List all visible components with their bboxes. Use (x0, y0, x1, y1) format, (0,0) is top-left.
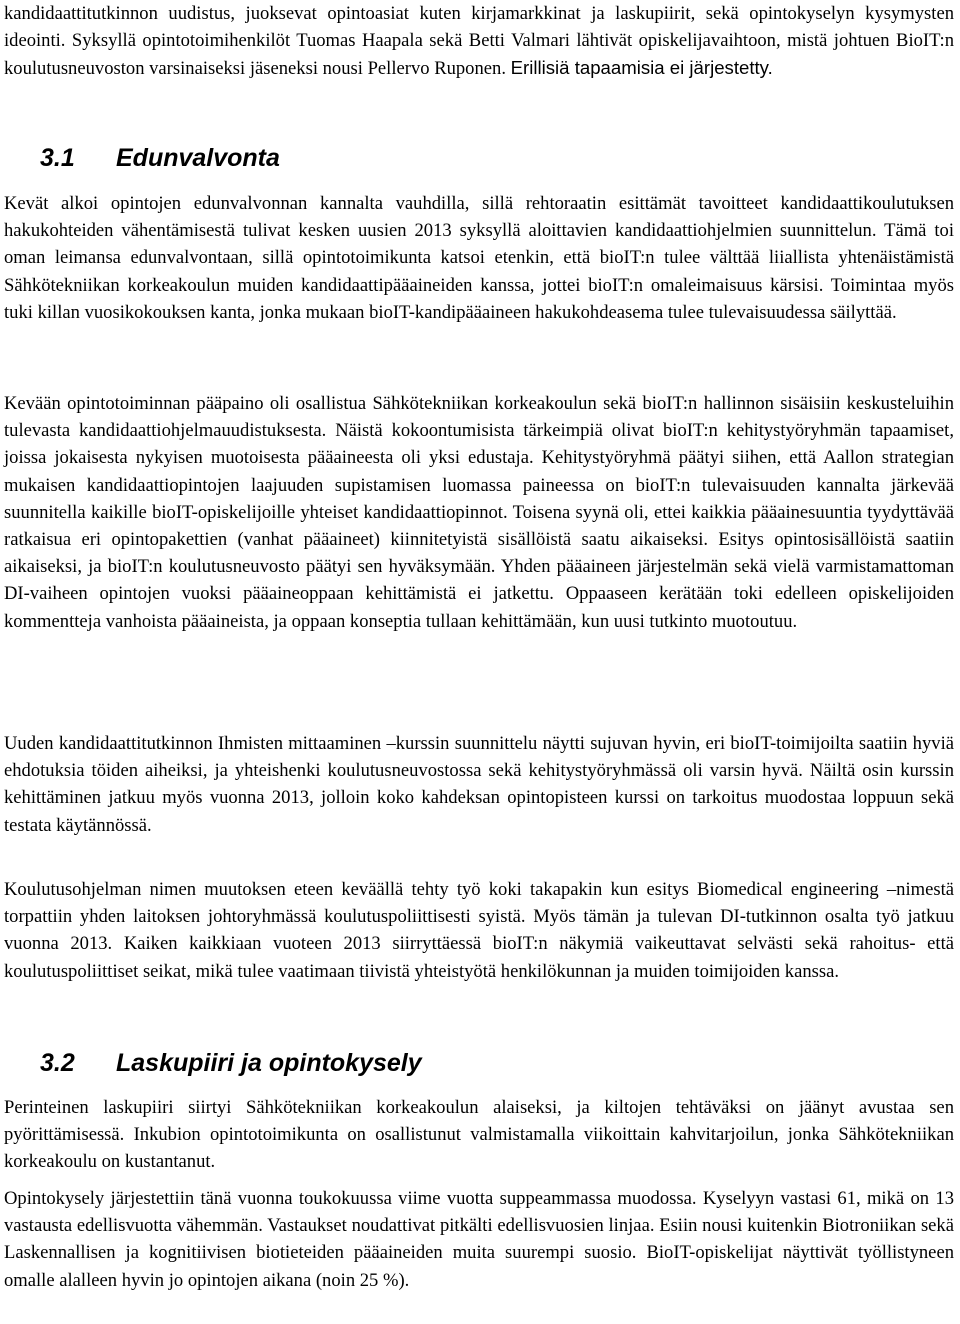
section-title: Laskupiiri ja opintokysely (116, 1049, 422, 1077)
paragraph: Koulutusohjelman nimen muutoksen eteen keväällä tehty työ koki takapakin kun esitys Biomedical engineering –nimestä torpattiin yhden laitoksen johtoryhmässä koulutuspoliittisesti syistä. Myös tämän ja tulevan DI-tutkinnon osalta työ jatkuu vuonna 2013. Kaiken kaikkiaan vuoteen 2013 siirryttäessä bioIT:n näkymiä vaikeuttavat selvästi sekä rahoitus- että koulutuspoliittiset seikat, mikä tulee vaatimaan tiivistä yhteistyötä henkilökunnan ja muiden toimijoiden kanssa. (4, 879, 954, 982)
paragraph: Opintokysely järjestettiin tänä vuonna toukokuussa viime vuotta suppeammassa muodossa. Kyselyyn vastasi 61, mikä on 13 vastausta edellisvuotta vähemmän. Vastaukset noudattivat pitkälti edellisvuosien linjaa. Esiin nousi kuitenkin Biotroniikan sekä Laskennallisen ja kognitiivisen biotieteiden pääaineiden muita suurempi suosio. BioIT-opiskelijat näyttivät työllistyneen omalle alalleen hyvin jo opintojen aikana (noin 25 %). (4, 1188, 954, 1291)
section-heading-laskupiiri (40, 1048, 422, 1078)
paragraph: Uuden kandidaattitutkinnon Ihmisten mittaaminen –kurssin suunnittelu näytti sujuvan hyvin, eri bioIT-toimijoilta saatiin hyviä ehdotuksia töiden aiheiksi, ja yhteishenki koulutusneuvostossa sekä kehitystyöryhmässä oli varsin hyvä. Näiltä osin kurssin kehittäminen jatkuu myös vuonna 2013, jolloin koko kahdeksan opintopisteen kurssi on tarkoitus muodostaa loppuun sekä testata käytännössä. (4, 733, 954, 836)
paragraph: Kevään opintotoiminnan pääpaino oli osallistua Sähkötekniikan korkeakoulun sekä bioIT:n hallinnon sisäisiin keskusteluihin tulevasta kandidaattiohjelmauudistuksesta. Näistä kokoontumisista tärkeimpiä olivat bioIT:n kehitystyöryhmän tapaamiset, joissa jokaisesta nykyisen muotoisesta pääaineesta oli yksi edustaja. Kehitystyöryhmä päätyi siihen, että Aallon strategian mukaisen kandidaattiopintojen laajuuden supistamisen luomassa paineessa on bioIT:n tulevaisuuden kannalta järkevää suunnitella kaikille bioIT-opiskelijoille yhteiset kandidaattiopinnot. Toisena syynä oli, ettei kaikkia pääainesuuntia tyydyttävää ratkaisua eri opintopakettien (vanhat pääaineet) kiinnitetyistä sisällöistä saatu aikaiseksi. Esitys opintosisällöistä saatiin aikaiseksi, ja bioIT:n koulutusneuvosto päätyi sen hyväksymään. Yhden pääaineen järjestelmän sekä vielä varmistamattoman DI-vaiheen opintojen vuoksi pääaineoppaan kehittämistä ei jatkettu. Oppaaseen kerätään toki edelleen opiskelijoiden kommentteja vanhoista pääaineista, ja oppaan konseptia tullaan kehittämään, kun uusi tutkinto muotoutuu. (4, 393, 954, 632)
intro-paragraph (4, 0, 954, 82)
intro-text: kandidaattitutkinnon uudistus, juoksevat opintoasiat kuten kirjamarkkinat ja laskupiirit, sekä opintokyselyn kysymysten ideointi. Syksyllä opintotoimihenkilöt Tuomas Haapala sekä Betti Valmari lähtivät opiskelijavaihtoon, mistä johtuen BioIT:n koulutusneuvoston varsinaiseksi jäseneksi nousi Pellervo Ruponen. (4, 3, 954, 79)
section-number: 3.2 (40, 1049, 75, 1077)
paragraph: Kevät alkoi opintojen edunvalvonnan kannalta vauhdilla, sillä rehtoraatin esittämät tavoitteet kandidaattikoulutuksen hakukohteiden vähentämisestä tulivat kesken uusien 2013 syksyllä aloittavien kandidaattiohjelmien suunnittelun. Tämä toi oman leimansa edunvalvontaan, sillä opintotoimikunta katsoi etenkin, että bioIT:n tulee välttää liiallista yhtenäistämistä Sähkötekniikan korkeakoulun muiden kandidaattipääaineiden kanssa, jottei bioIT:n omaleimaisuus kärsisi. Toimintaa myös tuki killan vuosikokouksen kanta, jonka mukaan bioIT-kandipääaineen hakukohdeasema tulee tulevaisuudessa säilyttää. (4, 193, 954, 323)
section-number: 3.1 (40, 144, 75, 172)
section-heading-edunvalvonta (40, 143, 280, 173)
intro-text-closing: Erillisiä tapaamisia ei järjestetty. (510, 57, 773, 78)
section-title: Edunvalvonta (116, 144, 280, 172)
paragraph: Perinteinen laskupiiri siirtyi Sähkötekniikan korkeakoulun alaiseksi, ja kiltojen tehtäväksi on jäänyt avustaa sen pyörittämisessä. Inkubion opintotoimikunta on osallistunut valmistamalla viikoittain kahvitarjoilun, jonka Sähkötekniikan korkeakoulu on kustantanut. (4, 1097, 954, 1173)
